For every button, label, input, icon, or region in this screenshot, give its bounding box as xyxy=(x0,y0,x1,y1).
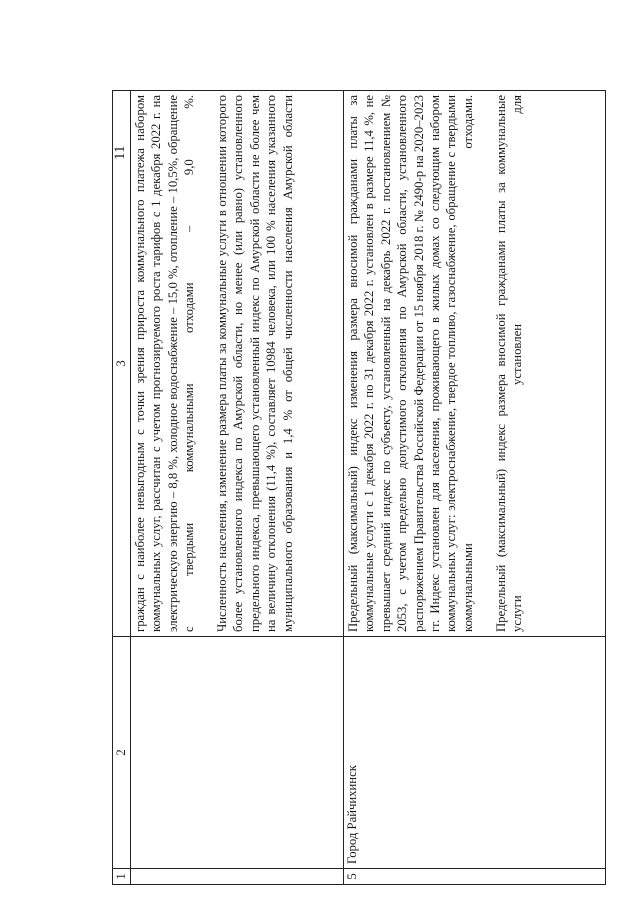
municipality-name: Город Райчихинск xyxy=(344,637,606,869)
paragraph: граждан с наиболее невыгодным с точки зрения прироста коммунального платежа набором коммунальных услуг, рассчитан с учетом прогнозируемого роста тарифов с 1 декабря 2022 г. на электрическую энергию – 8,8 %, холодное водоснабжение – 15,0 %, отопление – 10,5%, обращение с твердыми коммунальными отходами – 9,0 %. xyxy=(133,95,197,632)
description-cell xyxy=(344,91,606,637)
header-col-2: 2 xyxy=(113,637,131,869)
table-row xyxy=(131,91,344,885)
row-number: 5 xyxy=(344,869,606,885)
page-number: 11 xyxy=(112,145,128,160)
header-col-1: 1 xyxy=(113,869,131,885)
description-cell xyxy=(131,91,344,637)
paragraph: Предельный (максимальный) индекс изменения размера вносимой гражданами платы за коммунальные услуги с 1 декабря 2022 г. по 31 декабря 2022 г. установлен в размере 11,4 %, не превышает средний индекс по субъекту, установленный на декабрь 2022 г. постановлением № 2053, с учетом предельно допустимого отклонения по Амурской области, установленного распоряжением Правительства Российской Федерации от 15 ноября 2018 г. № 2490-р на 2020–2023 гг. Индекс установлен для населения, проживающего в жилых домах со следующим набором коммунальных услуг: электроснабжение, твердое топливо, газоснабжение, обращение с твердыми коммунальными отходами. xyxy=(346,95,475,632)
table-header-row xyxy=(113,91,131,885)
data-table xyxy=(112,90,606,885)
table-row xyxy=(344,91,606,885)
paragraph: Предельный (максимальный) индекс размера вносимой гражданами платы за коммунальные услуги установлен для xyxy=(493,95,525,632)
municipality-name xyxy=(131,637,344,869)
paragraph: Численность населения, изменение размера платы за коммунальные услуги в отношении которого более установленного индекса по Амурской области, но менее (или равно) установленного предельного индекса, превышающего установленный индекс по Амурской области не более чем на величину отклонения (11,4 %), составляет 10984 человека, или 100 % населения указанного муниципального образования и 1,4 % от общей численности населения Амурской области xyxy=(215,95,295,632)
rotated-page xyxy=(112,90,606,885)
header-col-3: 3 xyxy=(113,91,131,637)
row-number xyxy=(131,869,344,885)
